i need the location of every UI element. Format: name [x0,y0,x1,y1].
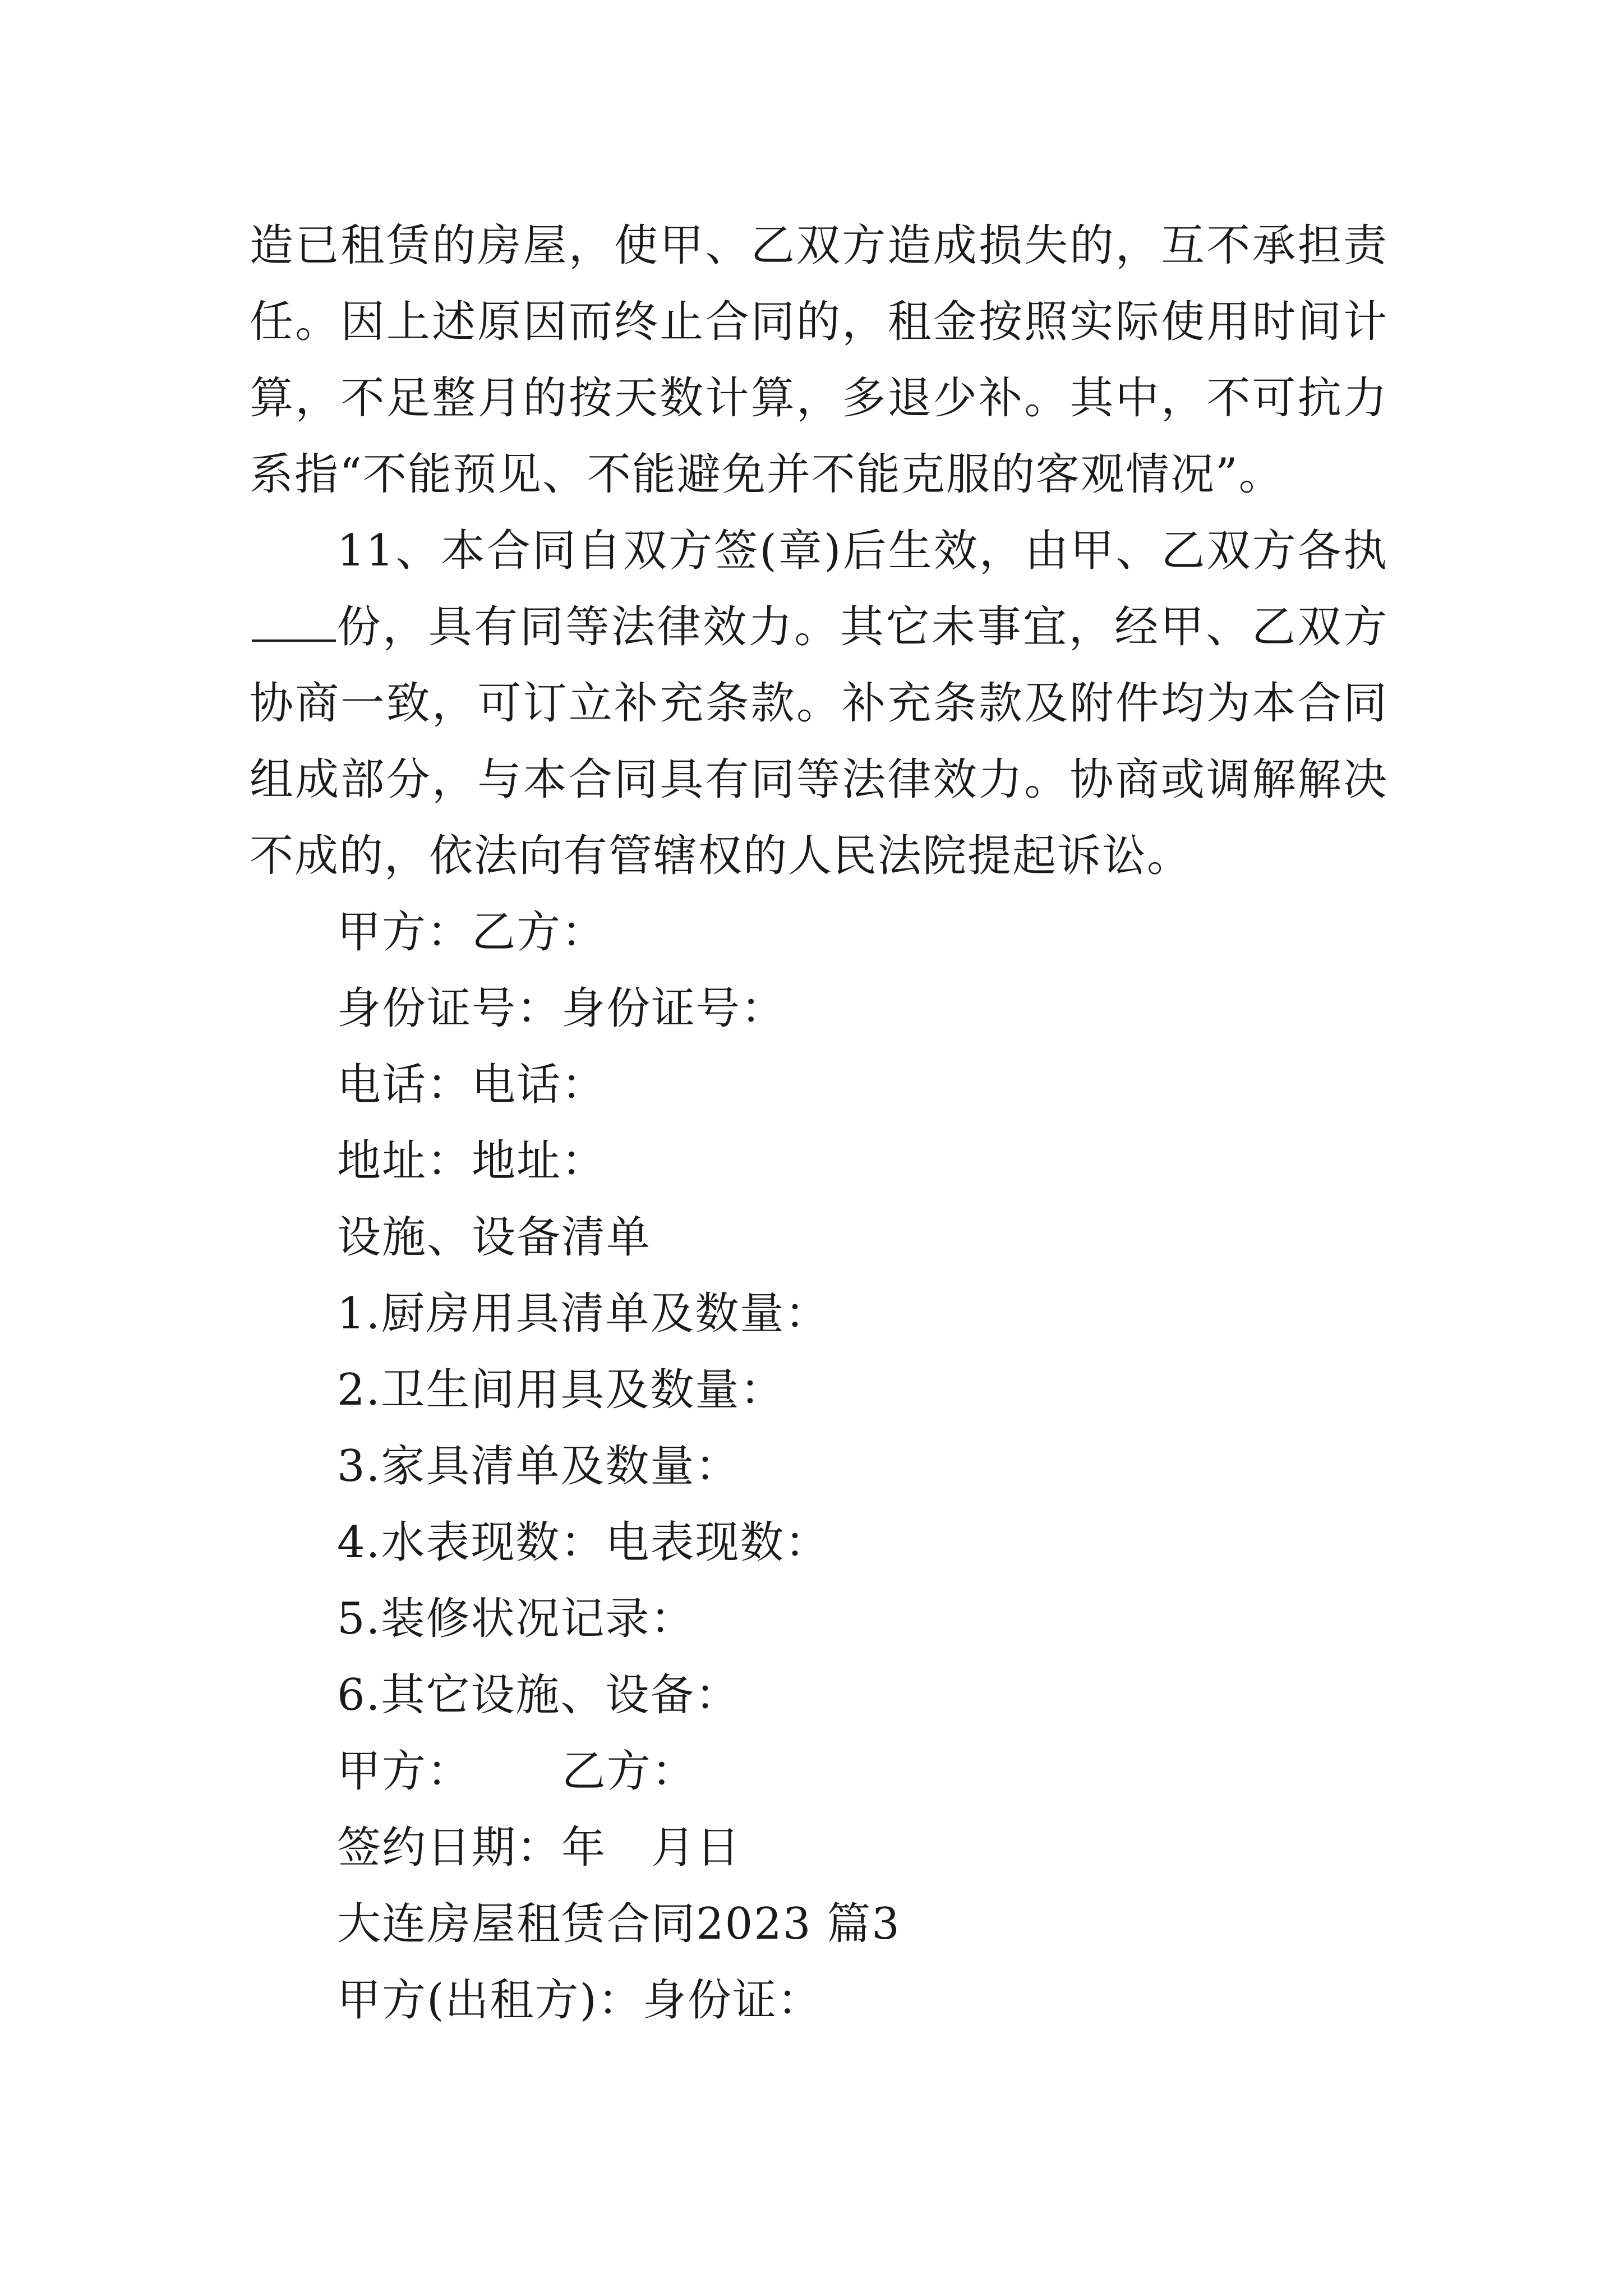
signature-party-line: 甲方：乙方： [337,907,607,958]
section-title: 大连房屋租赁合同2023 篇3 [337,1899,901,1949]
decoration-record-line: 5.装修状况记录： [337,1594,695,1644]
signing-date-line: 签约日期：年 月日 [337,1823,741,1873]
bathroom-items-line: 2.卫生间用具及数量： [337,1365,785,1415]
paragraph-clause-11 [250,513,1388,894]
paragraph-force-majeure: 造已租赁的房屋，使甲、乙双方造成损失的，互不承担责任。因上述原因而终止合同的，租金按照实际使用时间计算，不足整月的按天数计算，多退少补。其中，不可抗力系指“不能预见、不能避免并不能克服的客观情况”。 [250,220,1388,500]
facilities-heading: 设施、设备清单 [337,1212,652,1263]
kitchen-items-line: 1.厨房用具清单及数量： [337,1289,830,1339]
id-number-line: 身份证号：身份证号： [337,983,786,1034]
furniture-items-line: 3.家具清单及数量： [337,1441,740,1492]
lessor-id-line: 甲方(出租方)：身份证： [337,1975,822,2026]
phone-line: 电话：电话： [337,1060,607,1110]
clause-11-text-end: 份，具有同等法律效力。其它未事宜，经甲、乙双方协商一致，可订立补充条款。补充条款及附件均为本合同组成部分，与本合同具有同等法律效力。协商或调解解决不成的，依法向有管辖权的人民法院提起诉讼。 [250,602,1388,881]
clause-11-text-start: 11、本合同自双方签(章)后生效，由甲、乙双方各执 [337,526,1388,576]
other-facilities-line: 6.其它设施、设备： [337,1670,740,1720]
signature-party-line-2: 甲方： 乙方： [337,1746,697,1797]
address-line: 地址：地址： [337,1136,607,1186]
document-body [250,208,1388,2039]
copies-blank-field [252,595,336,642]
meter-readings-line: 4.水表现数：电表现数： [337,1517,830,1568]
